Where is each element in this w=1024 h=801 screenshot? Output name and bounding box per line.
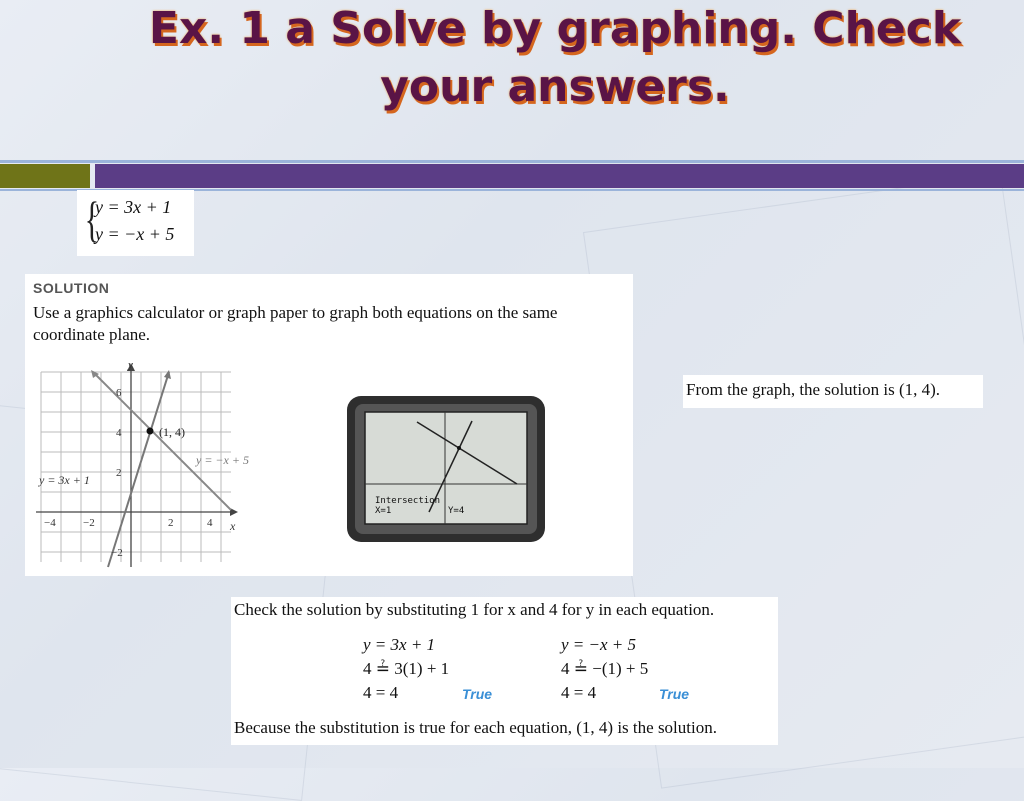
- calc-intersection-label: Intersection: [375, 496, 441, 506]
- graphing-calculator: [345, 394, 547, 544]
- coordinate-graph: [31, 362, 291, 572]
- x-tick-label: 4: [207, 517, 213, 529]
- x-axis-label: x: [230, 519, 236, 533]
- title-line-2: your answers.: [380, 61, 730, 112]
- check-right-line-3: 4 = 4: [561, 683, 597, 702]
- check-right-line-2: 4 ≟ −(1) + 5: [561, 659, 649, 678]
- equation-2: y = −x + 5: [95, 224, 175, 244]
- check-left-line-3: 4 = 4: [363, 683, 399, 702]
- x-tick-label: 2: [168, 517, 174, 529]
- brace-symbol: {: [84, 191, 100, 247]
- check-conclusion: Because the substitution is true for each equation, (1, 4) is the solution.: [234, 718, 717, 737]
- line2-label: y = −x + 5: [196, 453, 249, 467]
- equation-system: [77, 190, 194, 256]
- slide-title: [80, 0, 1024, 116]
- check-panel: [231, 597, 778, 745]
- check-right-line-1: y = −x + 5: [561, 635, 637, 654]
- equation-1: y = 3x + 1: [95, 197, 172, 217]
- accent-bar-olive: [0, 164, 90, 188]
- y-axis-label: y: [128, 362, 133, 371]
- y-tick-label: 6: [116, 387, 122, 399]
- x-tick-label: −2: [83, 517, 95, 529]
- from-graph-panel: [683, 375, 983, 408]
- x-tick-label: −4: [44, 517, 56, 529]
- check-left-line-2: 4 ≟ 3(1) + 1: [363, 659, 450, 678]
- title-line-1: Ex. 1 a Solve by graphing. Check: [148, 3, 962, 54]
- from-graph-text: From the graph, the solution is (1, 4).: [686, 380, 941, 399]
- y-tick-label: −2: [111, 547, 123, 559]
- check-intro: Check the solution by substituting 1 for x and 4 for y in each equation.: [234, 600, 715, 619]
- check-left-line-1: y = 3x + 1: [363, 635, 436, 654]
- calc-x-value: X=1: [375, 506, 392, 516]
- solution-heading: SOLUTION: [33, 280, 110, 296]
- solution-text: Use a graphics calculator or graph paper to graph both equations on the same coordinate plane.: [33, 303, 558, 344]
- divider-line: [0, 160, 1024, 163]
- point-label: (1, 4): [159, 425, 185, 439]
- y-tick-label: 2: [116, 467, 122, 479]
- solution-panel: [25, 274, 633, 576]
- calc-y-value: Y=4: [448, 506, 465, 516]
- accent-bar-purple: [95, 164, 1024, 188]
- intersection-point: [147, 428, 154, 435]
- line1-label: y = 3x + 1: [39, 473, 90, 487]
- y-tick-label: 4: [116, 427, 122, 439]
- true-label-left: True: [462, 686, 493, 702]
- true-label-right: True: [659, 686, 690, 702]
